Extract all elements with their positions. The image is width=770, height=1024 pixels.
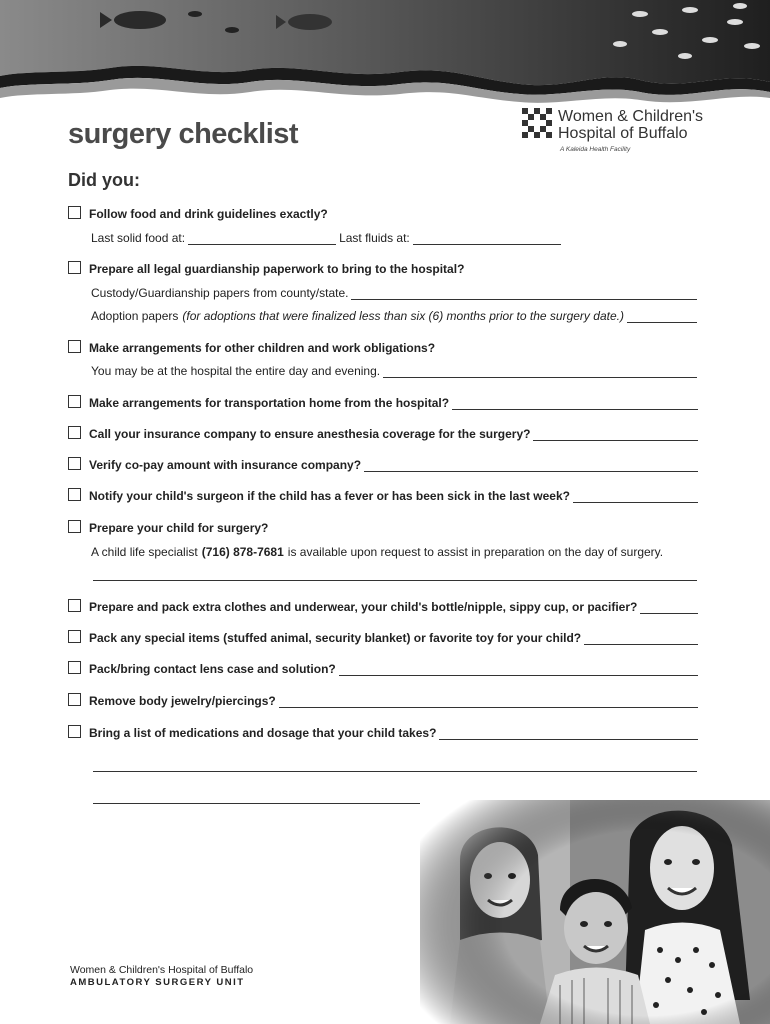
checklist-item-medications	[68, 724, 698, 740]
lens-checkbox[interactable]	[68, 661, 81, 674]
arrangements-field[interactable]	[383, 365, 697, 378]
checklist-item-prepare	[68, 519, 698, 535]
checklist-item-jewelry	[68, 692, 698, 708]
footer-unit-name: AMBULATORY SURGERY UNIT	[70, 977, 245, 988]
insurance-field[interactable]	[533, 428, 698, 441]
fluids-label: Last fluids at:	[339, 231, 410, 245]
checklist-item-transport	[68, 394, 698, 410]
adoption-label: Adoption papers	[91, 309, 179, 323]
prepare-note-end: is available upon request to assist in preparation on the day of surgery.	[287, 545, 664, 559]
solid-food-field[interactable]	[188, 232, 336, 245]
lens-field[interactable]	[339, 663, 698, 676]
custody-label: Custody/Guardianship papers from county/state.	[91, 286, 349, 300]
checklist-item-copay	[68, 456, 698, 472]
adoption-row	[91, 307, 697, 323]
logo-line-1: Women & Children's	[558, 108, 704, 125]
prepare-note-row	[91, 543, 697, 559]
food-checkbox[interactable]	[68, 206, 81, 219]
clothes-label: Prepare and pack extra clothes and underwear, your child's bottle/nipple, sippy cup, or pacifier?	[89, 600, 638, 614]
medications-checkbox[interactable]	[68, 725, 81, 738]
guardianship-label: Prepare all legal guardianship paperwork to bring to the hospital?	[89, 262, 465, 276]
lens-label: Pack/bring contact lens case and solution?	[89, 662, 336, 676]
prepare-note-start: A child life specialist	[91, 545, 198, 559]
custody-field[interactable]	[351, 287, 697, 300]
footer-hospital-name: Women & Children's Hospital of Buffalo	[70, 964, 254, 976]
jewelry-checkbox[interactable]	[68, 693, 81, 706]
checklist-item-special	[68, 629, 698, 645]
copay-checkbox[interactable]	[68, 457, 81, 470]
surgeon-label: Notify your child's surgeon if the child has a fever or has been sick in the last week?	[89, 489, 570, 503]
checklist-item-clothes	[68, 598, 698, 614]
custody-row	[91, 284, 697, 300]
surgeon-field[interactable]	[573, 490, 698, 503]
special-checkbox[interactable]	[68, 630, 81, 643]
checklist-item-lens	[68, 660, 698, 676]
clothes-field[interactable]	[640, 601, 698, 614]
transport-field[interactable]	[452, 397, 698, 410]
hospital-logo	[522, 106, 722, 176]
transport-checkbox[interactable]	[68, 395, 81, 408]
checklist-item-guardianship	[68, 260, 698, 276]
jewelry-field[interactable]	[279, 695, 698, 708]
transport-label: Make arrangements for transportation home from the hospital?	[89, 396, 450, 410]
header-ocean-art	[0, 0, 770, 110]
logo-line-2: Hospital of Buffalo	[558, 125, 688, 142]
checklist-intro: Did you:	[68, 170, 140, 190]
solid-food-label: Last solid food at:	[91, 231, 186, 245]
medications-line-2[interactable]	[93, 771, 697, 772]
special-field[interactable]	[584, 632, 698, 645]
surgeon-checkbox[interactable]	[68, 488, 81, 501]
guardianship-checkbox[interactable]	[68, 261, 81, 274]
food-times-row	[91, 229, 697, 245]
hospital-cross-mark-icon	[522, 108, 552, 138]
prepare-notes-line[interactable]	[93, 580, 697, 581]
fluids-field[interactable]	[413, 232, 561, 245]
adoption-note: (for adoptions that were finalized less than six (6) months prior to the surgery date.)	[182, 309, 624, 323]
checklist-item-insurance	[68, 425, 698, 441]
medications-label: Bring a list of medications and dosage that your child takes?	[89, 726, 437, 740]
insurance-checkbox[interactable]	[68, 426, 81, 439]
adoption-field[interactable]	[627, 310, 697, 323]
arrangements-note-row	[91, 362, 697, 378]
prepare-label: Prepare your child for surgery?	[89, 521, 269, 535]
footer	[70, 964, 253, 988]
special-label: Pack any special items (stuffed animal, security blanket) or favorite toy for your child?	[89, 631, 582, 645]
logo-tagline: A Kaleida Health Facility	[560, 146, 631, 153]
copay-field[interactable]	[364, 459, 698, 472]
page-title: surgery checklist	[68, 118, 299, 150]
checklist-item-surgeon	[68, 487, 698, 503]
prepare-checkbox[interactable]	[68, 520, 81, 533]
clothes-checkbox[interactable]	[68, 599, 81, 612]
child-life-phone: (716) 878-7681	[201, 545, 284, 559]
arrangements-note: You may be at the hospital the entire day and evening.	[91, 364, 381, 378]
checklist-item-food	[68, 205, 698, 221]
arrangements-checkbox[interactable]	[68, 340, 81, 353]
children-photo	[420, 800, 770, 1024]
checklist-item-arrangements	[68, 339, 698, 355]
food-label: Follow food and drink guidelines exactly?	[89, 207, 328, 221]
copay-label: Verify co-pay amount with insurance company?	[89, 458, 362, 472]
arrangements-label: Make arrangements for other children and work obligations?	[89, 341, 436, 355]
insurance-label: Call your insurance company to ensure anesthesia coverage for the surgery?	[89, 427, 531, 441]
medications-field[interactable]	[439, 727, 698, 740]
jewelry-label: Remove body jewelry/piercings?	[89, 694, 276, 708]
